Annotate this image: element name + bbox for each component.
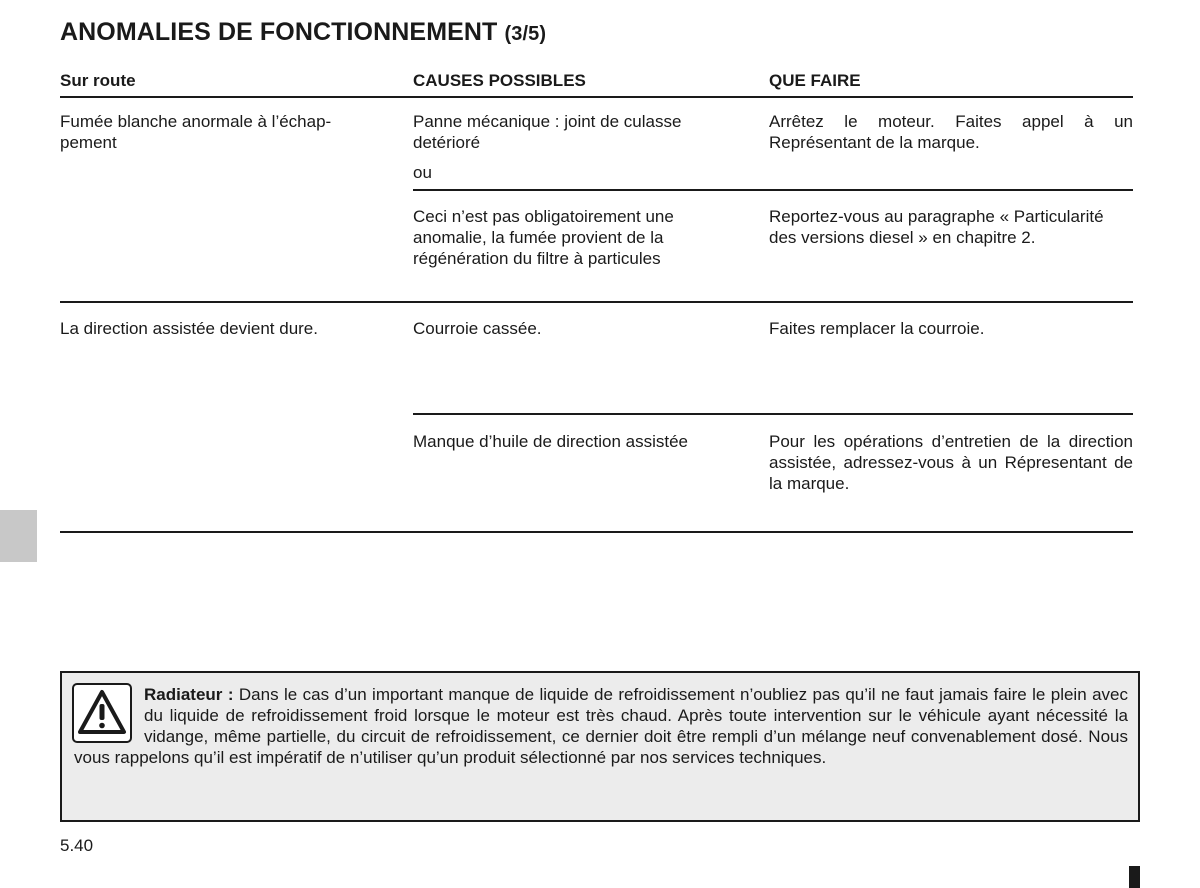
warning-box <box>60 671 1140 822</box>
chapter-side-tab <box>0 510 37 562</box>
row-2-cause-1: Courroie cassée. <box>413 319 542 338</box>
header-rule <box>60 96 1133 98</box>
page-title-part: (3/5) <box>504 23 547 45</box>
page-number: 5.40 <box>60 836 94 855</box>
row-2-cause-2: Manque d’huile de direction assistée <box>413 432 689 451</box>
page-title-text: ANOMALIES DE FONCTIONNEMENT <box>60 18 498 46</box>
warning-text <box>74 684 1128 768</box>
row-2-subrule <box>413 413 1133 415</box>
row-2-action-2: Pour les opérations d’entretien de la direction assistée, adressez-vous à un Répresentant de la marque. <box>769 432 1133 493</box>
row-2-symptom: La direction assistée devient dure. <box>60 319 318 338</box>
row-2-action-1: Faites remplacer la courroie. <box>769 319 985 338</box>
page-title <box>60 18 546 47</box>
row-1-rule <box>60 301 1133 303</box>
page-corner-mark <box>1129 866 1140 888</box>
row-1-action-2: Reportez-vous au paragraphe « Particularité des versions diesel » en chapitre 2. <box>769 207 1104 247</box>
column-header-causes: CAUSES POSSIBLES <box>413 71 586 90</box>
row-1-cause-2: Ceci n’est pas obligatoirement une anomalie, la fumée provient de la régénération du filtre à particules <box>413 207 674 268</box>
column-header-actions: QUE FAIRE <box>769 71 861 90</box>
row-1-cause-1: Panne mécanique : joint de culasse detérioré <box>413 112 682 152</box>
row-1-cause-1-or: ou <box>413 163 432 182</box>
row-1-action-1: Arrêtez le moteur. Faites appel à un Représentant de la marque. <box>769 112 1133 152</box>
column-header-symptom: Sur route <box>60 71 136 90</box>
row-1-subrule <box>413 189 1133 191</box>
row-1-symptom: Fumée blanche anormale à l’échap-pement <box>60 112 332 152</box>
warning-label: Radiateur : <box>144 685 234 704</box>
warning-body: Dans le cas d’un important manque de liquide de refroidissement n’oubliez pas qu’il ne faut jamais faire le plein avec du liquide de refroidissement froid lorsque le moteur est très chaud. Après toute intervention sur le véhicule ayant nécessité la vidange, même partielle, du circuit de refroidissement, ce dernier doit être rempli d’un mélange neuf convenablement dosé. Nous vous rappelons qu’il est impératif de n’utiliser qu’un produit sélectionné par nos services techniques. <box>74 685 1128 767</box>
table-bottom-rule <box>60 531 1133 533</box>
